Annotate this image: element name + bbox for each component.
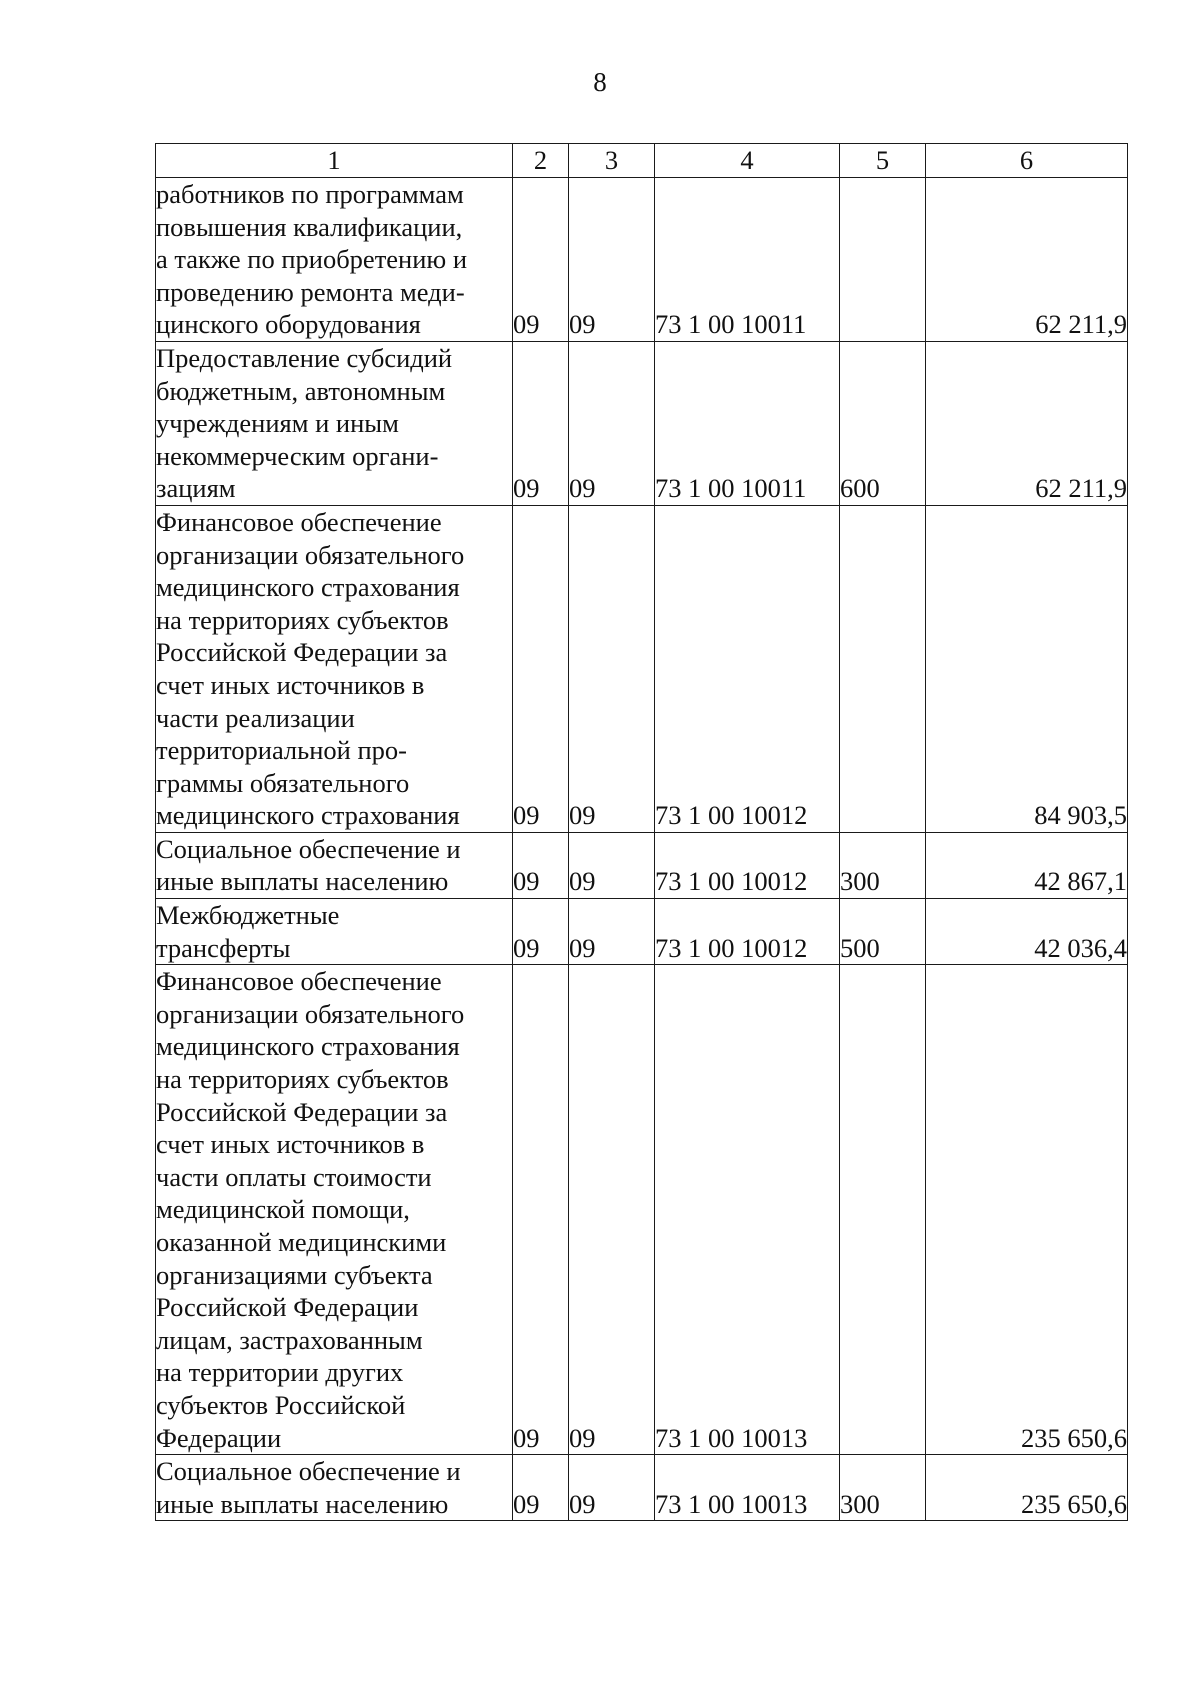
table-row — [156, 965, 1128, 1455]
row-name-cell — [156, 341, 513, 505]
section-code-cell: 09 — [513, 965, 569, 1455]
row-name-line: на территории других — [156, 1357, 404, 1388]
row-name-line: некоммерческим органи- — [156, 440, 439, 471]
target-article-code-cell: 73 1 00 10012 — [655, 832, 840, 898]
table-row — [156, 899, 1128, 965]
row-name-cell — [156, 965, 513, 1455]
row-name-line: зациям — [156, 473, 236, 504]
table-header-row — [156, 144, 1128, 178]
amount-cell: 84 903,5 — [926, 505, 1128, 832]
column-header: 6 — [926, 144, 1128, 178]
expense-type-code-cell: 300 — [840, 832, 926, 898]
column-header: 1 — [156, 144, 513, 178]
row-name-line: граммы обязательного — [156, 767, 410, 798]
row-name-line: лицам, застрахованным — [156, 1324, 423, 1355]
row-name-line: организациями субъекта — [156, 1259, 433, 1290]
row-name-line: Финансовое обеспечение — [156, 966, 442, 997]
column-header: 5 — [840, 144, 926, 178]
column-header: 3 — [569, 144, 655, 178]
subsection-code-cell: 09 — [569, 178, 655, 342]
row-name-line: Российской Федерации — [156, 1292, 419, 1323]
amount-cell: 235 650,6 — [926, 1455, 1128, 1521]
target-article-code-cell: 73 1 00 10011 — [655, 341, 840, 505]
row-name-line: медицинского страхования — [156, 800, 460, 831]
amount-cell: 235 650,6 — [926, 965, 1128, 1455]
row-name-line: бюджетным, автономным — [156, 375, 446, 406]
row-name-line: счет иных источников в — [156, 1129, 425, 1160]
row-name-line: повышения квалификации, — [156, 211, 463, 242]
table-row — [156, 1455, 1128, 1521]
row-name-line: Социальное обеспечение и — [156, 833, 461, 864]
subsection-code-cell: 09 — [569, 899, 655, 965]
section-code-cell: 09 — [513, 505, 569, 832]
column-header: 4 — [655, 144, 840, 178]
row-name-line: счет иных источников в — [156, 669, 425, 700]
row-name-line: иные выплаты населению — [156, 1488, 449, 1519]
subsection-code-cell: 09 — [569, 505, 655, 832]
subsection-code-cell: 09 — [569, 965, 655, 1455]
expense-type-code-cell — [840, 505, 926, 832]
row-name-line: территориальной про- — [156, 735, 407, 766]
budget-table — [155, 143, 1128, 1521]
row-name-line: Финансовое обеспечение — [156, 506, 442, 537]
row-name-line: Российской Федерации за — [156, 1096, 448, 1127]
row-name-line: организации обязательного — [156, 998, 465, 1029]
row-name-cell — [156, 1455, 513, 1521]
expense-type-code-cell: 500 — [840, 899, 926, 965]
target-article-code-cell: 73 1 00 10011 — [655, 178, 840, 342]
row-name-line: субъектов Российской — [156, 1389, 406, 1420]
amount-cell: 42 867,1 — [926, 832, 1128, 898]
section-code-cell: 09 — [513, 341, 569, 505]
row-name-line: Федерации — [156, 1422, 282, 1453]
row-name-line: оказанной медицинскими — [156, 1227, 447, 1257]
row-name-line: на территориях субъектов — [156, 1064, 449, 1095]
amount-cell: 62 211,9 — [926, 341, 1128, 505]
section-code-cell: 09 — [513, 899, 569, 965]
row-name-line: части оплаты стоимости — [156, 1161, 432, 1192]
section-code-cell: 09 — [513, 1455, 569, 1521]
row-name-line: на территориях субъектов — [156, 604, 449, 635]
expense-type-code-cell — [840, 965, 926, 1455]
row-name-line: а также по приобретению и — [156, 244, 467, 275]
row-name-line: организации обязательного — [156, 539, 465, 570]
row-name-line: медицинского страхования — [156, 1031, 460, 1062]
table-row — [156, 832, 1128, 898]
row-name-line: иные выплаты населению — [156, 866, 449, 897]
target-article-code-cell: 73 1 00 10013 — [655, 1455, 840, 1521]
amount-cell: 62 211,9 — [926, 178, 1128, 342]
row-name-cell — [156, 832, 513, 898]
row-name-cell — [156, 505, 513, 832]
row-name-line: Межбюджетные — [156, 900, 340, 931]
column-header: 2 — [513, 144, 569, 178]
row-name-line: медицинской помощи, — [156, 1194, 410, 1225]
target-article-code-cell: 73 1 00 10012 — [655, 899, 840, 965]
subsection-code-cell: 09 — [569, 832, 655, 898]
row-name-line: Российской Федерации за — [156, 637, 448, 668]
target-article-code-cell: 73 1 00 10012 — [655, 505, 840, 832]
row-name-line: Предоставление субсидий — [156, 342, 453, 373]
row-name-line: учреждениям и иным — [156, 408, 399, 439]
table-body — [156, 178, 1128, 1521]
table-row — [156, 178, 1128, 342]
section-code-cell: 09 — [513, 178, 569, 342]
row-name-line: Социальное обеспечение и — [156, 1456, 461, 1487]
row-name-line: проведению ремонта меди- — [156, 276, 465, 307]
row-name-cell — [156, 178, 513, 342]
row-name-line: медицинского страхования — [156, 572, 460, 603]
amount-cell: 42 036,4 — [926, 899, 1128, 965]
row-name-line: части реализации — [156, 702, 355, 733]
expense-type-code-cell: 600 — [840, 341, 926, 505]
row-name-line: трансферты — [156, 932, 291, 963]
target-article-code-cell: 73 1 00 10013 — [655, 965, 840, 1455]
row-name-cell — [156, 899, 513, 965]
section-code-cell: 09 — [513, 832, 569, 898]
row-name-line: работников по программам — [156, 179, 464, 209]
expense-type-code-cell: 300 — [840, 1455, 926, 1521]
row-name-line: цинского оборудования — [156, 309, 421, 340]
expense-type-code-cell — [840, 178, 926, 342]
table-row — [156, 341, 1128, 505]
subsection-code-cell: 09 — [569, 341, 655, 505]
page-number: 8 — [593, 67, 607, 97]
table-row — [156, 505, 1128, 832]
subsection-code-cell: 09 — [569, 1455, 655, 1521]
